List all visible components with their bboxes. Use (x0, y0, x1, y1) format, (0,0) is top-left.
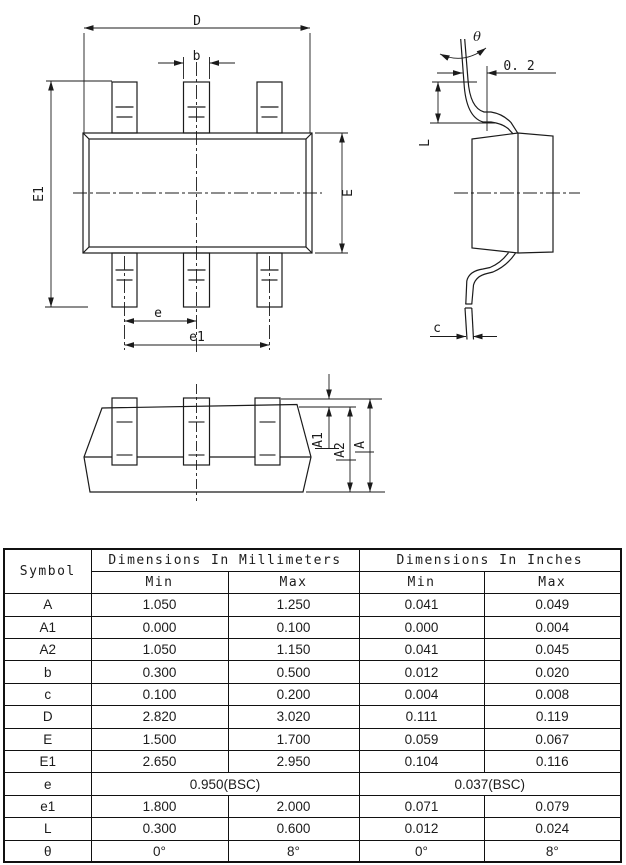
value-cell: 0° (359, 840, 484, 862)
table-row (4, 795, 621, 817)
value-cell: 0.500 (228, 661, 359, 683)
value-cell: 0.100 (91, 683, 228, 705)
value-cell: 0.000 (359, 616, 484, 638)
value-cell: 1.700 (228, 728, 359, 750)
value-cell: 1.500 (91, 728, 228, 750)
dim-tip-offset-label: 0. 2 (503, 59, 535, 74)
symbol-cell: E1 (4, 751, 91, 773)
front-view (84, 374, 385, 501)
value-cell: 0.119 (484, 706, 621, 728)
value-cell: 3.020 (228, 706, 359, 728)
dim-b-label: b (192, 49, 201, 64)
side-view-upper-lead (461, 39, 518, 134)
value-cell: 0.111 (359, 706, 484, 728)
value-cell: 0.079 (484, 795, 621, 817)
value-cell: 8° (228, 840, 359, 862)
dim-A1-label: A1 (311, 432, 326, 448)
dim-theta-label: θ (473, 30, 481, 45)
value-cell: 0.300 (91, 818, 228, 840)
symbol-cell: E (4, 728, 91, 750)
value-cell: 0.000 (91, 616, 228, 638)
value-cell: 0.104 (359, 751, 484, 773)
value-cell: 0.200 (228, 683, 359, 705)
header-in-min: Min (359, 571, 484, 593)
dim-e-label: e (154, 306, 162, 321)
value-cell: 0.049 (484, 594, 621, 616)
header-mm-max: Max (228, 571, 359, 593)
table-row (4, 840, 621, 862)
value-cell: 0.041 (359, 594, 484, 616)
top-view (32, 14, 356, 352)
dim-table-body (4, 594, 621, 863)
header-in-max: Max (484, 571, 621, 593)
top-view-bottom-leads (112, 253, 282, 307)
table-row (4, 818, 621, 840)
value-cell: 0.041 (359, 639, 484, 661)
symbol-cell: e (4, 773, 91, 795)
table-row (4, 616, 621, 638)
value-cell: 0.100 (228, 616, 359, 638)
dim-D-label: D (193, 14, 201, 29)
table-row (4, 661, 621, 683)
value-cell: 8° (484, 840, 621, 862)
symbol-cell: L (4, 818, 91, 840)
dim-E-label: E (341, 189, 356, 197)
dim-A2-label: A2 (333, 442, 348, 458)
side-view-lower-lead (465, 253, 516, 340)
table-row (4, 706, 621, 728)
value-cell: 0.067 (484, 728, 621, 750)
value-cell: 0.008 (484, 683, 621, 705)
symbol-cell: θ (4, 840, 91, 862)
value-cell: 2.000 (228, 795, 359, 817)
dimensions-table (3, 548, 622, 863)
dim-theta-arc (440, 48, 486, 58)
value-cell: 2.950 (228, 751, 359, 773)
value-cell: 0.950(BSC) (91, 773, 359, 795)
value-cell: 0.004 (359, 683, 484, 705)
value-cell: 0.045 (484, 639, 621, 661)
dim-L-label: L (418, 139, 433, 147)
symbol-cell: e1 (4, 795, 91, 817)
value-cell: 0.012 (359, 818, 484, 840)
value-cell: 0.012 (359, 661, 484, 683)
table-row (4, 751, 621, 773)
table-row (4, 639, 621, 661)
header-symbol: Symbol (4, 549, 91, 594)
dimensions-table-wrap (3, 548, 620, 863)
symbol-cell: D (4, 706, 91, 728)
table-row (4, 594, 621, 616)
dim-c-label: c (433, 321, 441, 336)
value-cell: 2.650 (91, 751, 228, 773)
header-millimeters: Dimensions In Millimeters (91, 549, 359, 571)
dim-E1 (45, 81, 112, 307)
value-cell: 0° (91, 840, 228, 862)
value-cell: 1.050 (91, 639, 228, 661)
value-cell: 0.020 (484, 661, 621, 683)
value-cell: 1.150 (228, 639, 359, 661)
value-cell: 0.600 (228, 818, 359, 840)
dim-L (430, 82, 496, 123)
table-row (4, 683, 621, 705)
symbol-cell: c (4, 683, 91, 705)
value-cell: 0.024 (484, 818, 621, 840)
value-cell: 0.004 (484, 616, 621, 638)
value-cell: 2.820 (91, 706, 228, 728)
symbol-cell: A1 (4, 616, 91, 638)
dim-A-label: A (353, 441, 368, 449)
header-mm-min: Min (91, 571, 228, 593)
top-view-top-leads (112, 82, 282, 133)
value-cell: 0.059 (359, 728, 484, 750)
value-cell: 0.300 (91, 661, 228, 683)
side-view (418, 30, 580, 340)
table-row (4, 728, 621, 750)
value-cell: 0.071 (359, 795, 484, 817)
dim-e1-label: e1 (189, 330, 205, 345)
dim-A-group (281, 374, 385, 492)
table-row (4, 773, 621, 795)
symbol-cell: A2 (4, 639, 91, 661)
value-cell: 1.250 (228, 594, 359, 616)
dim-tip-offset (437, 66, 556, 131)
header-inches: Dimensions In Inches (359, 549, 621, 571)
top-view-centerlines (73, 62, 322, 352)
value-cell: 1.050 (91, 594, 228, 616)
symbol-cell: b (4, 661, 91, 683)
dim-E1-label: E1 (32, 186, 47, 202)
value-cell: 0.116 (484, 751, 621, 773)
value-cell: 0.037(BSC) (359, 773, 621, 795)
value-cell: 1.800 (91, 795, 228, 817)
symbol-cell: A (4, 594, 91, 616)
